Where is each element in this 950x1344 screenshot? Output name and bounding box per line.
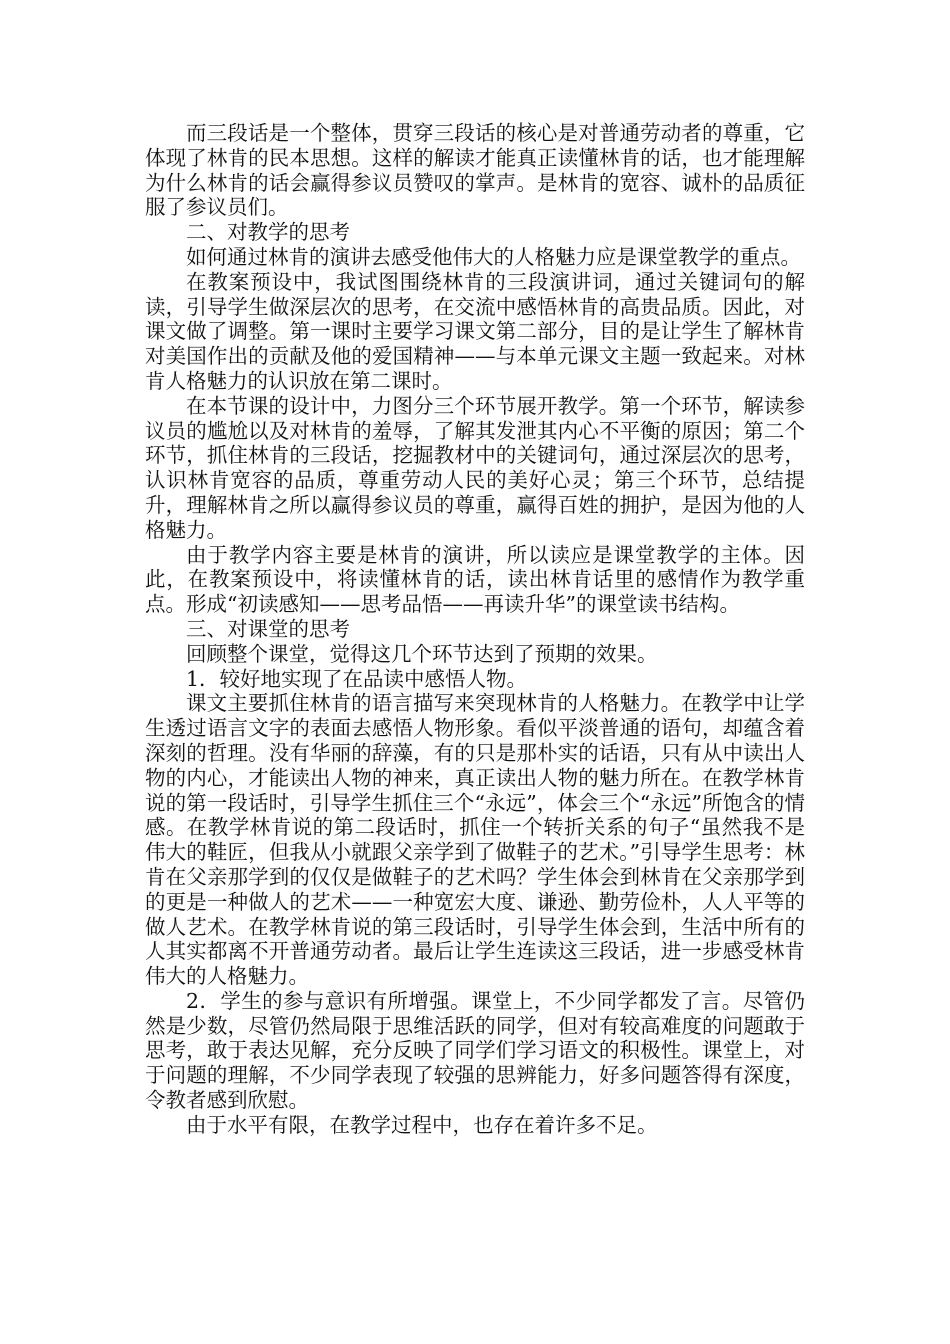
paragraph-lesson-plan: 在教案预设中，我试图围绕林肯的三段演讲词，通过关键词句的解读，引导学生做深层次的思考，在交流中感悟林肯的高贵品质。因此，对课文做了调整。第一课时主要学习课文第二部分，目的是让学生了解林肯对美国作出的贡献及他的爱国精神——与本单元课文主题一致起来。对林肯人格魅力的认识放在第二课时。 xyxy=(145,269,805,393)
section-heading-teaching: 二、对教学的思考 xyxy=(186,220,350,245)
paragraph-shortcomings: 由于水平有限，在教学过程中，也存在着许多不足。 xyxy=(186,1112,658,1137)
paragraph-point-one: 1．较好地实现了在品读中感悟人物。 xyxy=(186,666,528,691)
document-page xyxy=(145,121,805,1138)
paragraph-point-two: 2．学生的参与意识有所增强。课堂上，不少同学都发了言。尽管仍然是少数，尽管仍然局限于思维活跃的同学，但对有较高难度的问题敢于思考，敢于表达见解，充分反映了同学们学习语文的积极性。课堂上，对于问题的理解，不少同学表现了较强的思辨能力，好多问题答得有深度，令教者感到欣慰。 xyxy=(145,988,805,1113)
paragraph-language-focus: 课文主要抓住林肯的语言描写来突现林肯的人格魅力。在教学中让学生透过语言文字的表面去感悟人物形象。看似平淡普通的语句，却蕴含着深刻的哲理。没有华丽的辞藻，有的只是那朴实的话语，只有从中读出人物的内心，才能读出人物的神来，真正读出人物的魅力所在。在教学林肯说的第一段话时，引导学生抓住三个“永远”，体会三个“永远”所饱含的情感。在教学林肯说的第二段话时，抓住一个转折关系的句子“虽然我不是伟大的鞋匠，但我从小就跟父亲学到了做鞋子的艺术。”引导学生思考：林肯在父亲那学到的仅仅是做鞋子的艺术吗？学生体会到林肯在父亲那学到的更是一种做人的艺术——一种宽宏大度、谦逊、勤劳俭朴，人人平等的做人艺术。在教学林肯说的第三段话时，引导学生体会到，生活中所有的人其实都离不开普通劳动者。最后让学生连读这三段话，进一步感受林肯伟大的人格魅力。 xyxy=(145,691,805,989)
paragraph-three-remarks-whole: 而三段话是一个整体，贯穿三段话的核心是对普通劳动者的尊重，它体现了林肯的民本思想。这样的解读才能真正读懂林肯的话，也才能理解为什么林肯的话会赢得参议员赞叹的掌声。是林肯的宽容、诚朴的品质征服了参议员们。 xyxy=(145,121,805,220)
paragraph-review: 回顾整个课堂，觉得这几个环节达到了预期的效果。 xyxy=(186,641,658,666)
paragraph-reading-structure: 由于教学内容主要是林肯的演讲，所以读应是课堂教学的主体。因此，在教案预设中，将读懂林肯的话，读出林肯话里的感情作为教学重点。形成“初读感知——思考品悟——再读升华”的课堂读书结构。 xyxy=(145,542,805,617)
section-heading-classroom: 三、对课堂的思考 xyxy=(186,616,350,641)
paragraph-teaching-focus: 如何通过林肯的演讲去感受他伟大的人格魅力应是课堂教学的重点。 xyxy=(186,244,801,269)
paragraph-three-stages: 在本节课的设计中，力图分三个环节展开教学。第一个环节，解读参议员的尴尬以及对林肯的羞辱，了解其发泄其内心不平衡的原因；第二个环节，抓住林肯的三段话，挖掘教材中的关键词句，通过深层次的思考，认识林肯宽容的品质，尊重劳动人民的美好心灵；第三个环节，总结提升，理解林肯之所以赢得参议员的尊重，赢得百姓的拥护，是因为他的人格魅力。 xyxy=(145,393,805,542)
